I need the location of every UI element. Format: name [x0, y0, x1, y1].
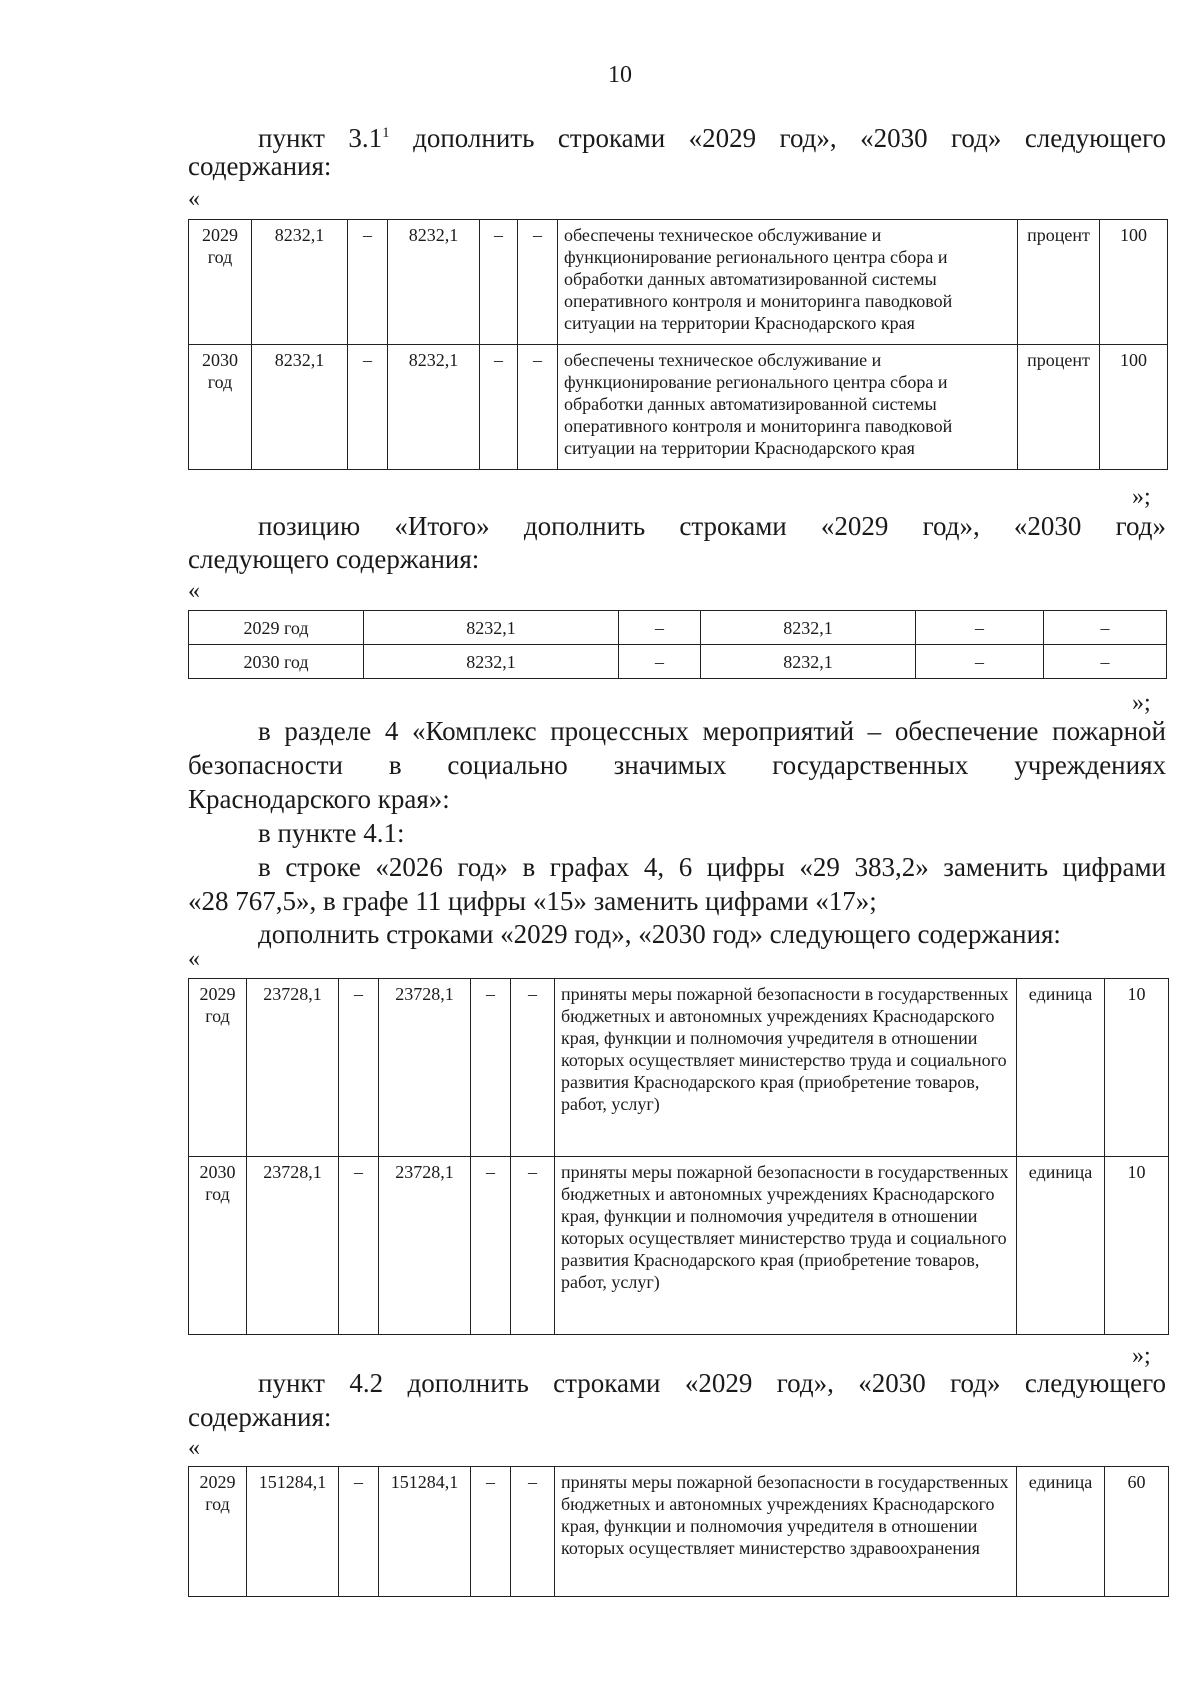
description-cell: приняты меры пожарной безопасности в государственных бюджетных и автономных учреждениях Краснодарского края, функции и полномочия учредителя в отношении которых осуществляет министерство труда и социального развития Краснодарского края (приобретение товаров, работ, услуг)	[555, 979, 1017, 1157]
value-cell: 100	[1100, 220, 1168, 345]
paragraph-line	[258, 117, 1166, 155]
open-quote: «	[188, 1435, 200, 1461]
description-cell: обеспечены техническое обслуживание и функционирование регионального центра сбора и обработки данных автоматизированной системы оперативного контроля и мониторинга паводковой ситуации на территории Краснодарского края	[558, 220, 1018, 345]
budget-cell: 23728,1	[379, 1157, 471, 1335]
table-row	[189, 220, 1168, 345]
value-cell: 60	[1105, 1467, 1169, 1597]
dash-cell: –	[511, 1157, 555, 1335]
budget-cell: 23728,1	[379, 979, 471, 1157]
table-row	[189, 1467, 1169, 1597]
dash-cell: –	[471, 979, 511, 1157]
table-row	[189, 611, 1167, 645]
dash-cell: –	[339, 1157, 379, 1335]
total-cell: 151284,1	[247, 1467, 339, 1597]
dash-cell: –	[511, 979, 555, 1157]
open-quote: «	[188, 946, 200, 972]
total-cell: 23728,1	[247, 1157, 339, 1335]
value-cell: 10	[1105, 1157, 1169, 1335]
dash-cell: –	[339, 1467, 379, 1597]
dash-cell: –	[518, 220, 558, 345]
year-cell: 2030 год	[189, 645, 364, 679]
table-row	[189, 645, 1167, 679]
dash-cell: –	[1044, 645, 1167, 679]
year-cell: 2029 год	[189, 979, 247, 1157]
dash-cell: –	[471, 1157, 511, 1335]
dash-cell: –	[339, 979, 379, 1157]
dash-cell: –	[511, 1467, 555, 1597]
text-fragment: пункт 3.1	[258, 123, 383, 153]
total-cell: 8232,1	[252, 345, 348, 470]
paragraph-line: в разделе 4 «Комплекс процессных мероприятий – обеспечение пожарной	[258, 716, 1166, 746]
value-cell: 10	[1105, 979, 1169, 1157]
dash-cell: –	[348, 345, 388, 470]
paragraph-line: позицию «Итого» дополнить строками «2029 год», «2030 год»	[258, 511, 1166, 541]
unit-cell: единица	[1017, 1467, 1105, 1597]
year-cell: 2029 год	[189, 611, 364, 645]
dash-cell: –	[619, 611, 701, 645]
paragraph-line: в строке «2026 год» в графах 4, 6 цифры «29 383,2» заменить цифрами	[258, 852, 1166, 882]
table-row	[189, 1157, 1169, 1335]
close-quote: »;	[1132, 484, 1151, 510]
open-quote: «	[188, 186, 200, 212]
dash-cell: –	[916, 645, 1044, 679]
total-cell: 8232,1	[364, 645, 619, 679]
total-table	[188, 610, 1167, 679]
dash-cell: –	[1044, 611, 1167, 645]
value-cell: 100	[1100, 345, 1168, 470]
amendment-table-3-1	[188, 219, 1168, 470]
table-row	[189, 979, 1169, 1157]
budget-cell: 8232,1	[701, 611, 916, 645]
description-cell: приняты меры пожарной безопасности в государственных бюджетных и автономных учреждениях Краснодарского края, функции и полномочия учредителя в отношении которых осуществляет министерство здравоохранения	[555, 1467, 1017, 1597]
paragraph-line: в пункте 4.1:	[258, 818, 405, 848]
unit-cell: единица	[1017, 979, 1105, 1157]
unit-cell: процент	[1018, 345, 1100, 470]
superscript: 1	[382, 125, 390, 141]
dash-cell: –	[480, 345, 518, 470]
description-cell: обеспечены техническое обслуживание и функционирование регионального центра сбора и обработки данных автоматизированной системы оперативного контроля и мониторинга паводковой ситуации на территории Краснодарского края	[558, 345, 1018, 470]
year-cell: 2030 год	[189, 1157, 247, 1335]
paragraph-line: безопасности в социально значимых государственных учреждениях	[188, 750, 1166, 780]
paragraph-line: содержания:	[188, 151, 332, 181]
budget-cell: 8232,1	[701, 645, 916, 679]
dash-cell: –	[471, 1467, 511, 1597]
dash-cell: –	[619, 645, 701, 679]
amendment-table-4-2	[188, 1466, 1169, 1597]
total-cell: 8232,1	[364, 611, 619, 645]
year-cell: 2029 год	[189, 1467, 247, 1597]
paragraph-line: содержания:	[188, 1402, 332, 1432]
year-cell: 2029 год	[189, 220, 252, 345]
dash-cell: –	[480, 220, 518, 345]
dash-cell: –	[916, 611, 1044, 645]
year-cell: 2030 год	[189, 345, 252, 470]
dash-cell: –	[348, 220, 388, 345]
table-row	[189, 345, 1168, 470]
close-quote: »;	[1132, 690, 1151, 716]
budget-cell: 8232,1	[388, 220, 480, 345]
close-quote: »;	[1132, 1343, 1151, 1369]
total-cell: 8232,1	[252, 220, 348, 345]
unit-cell: единица	[1017, 1157, 1105, 1335]
unit-cell: процент	[1018, 220, 1100, 345]
page-number: 10	[608, 62, 632, 88]
budget-cell: 8232,1	[388, 345, 480, 470]
paragraph-line: «28 767,5», в графе 11 цифры «15» заменить цифрами «17»;	[188, 886, 877, 916]
paragraph-line: Краснодарского края»:	[188, 784, 450, 814]
text-fragment: дополнить строками «2029 год», «2030 год» следующего	[389, 123, 1166, 153]
paragraph-line: пункт 4.2 дополнить строками «2029 год», «2030 год» следующего	[258, 1368, 1166, 1398]
budget-cell: 151284,1	[379, 1467, 471, 1597]
paragraph-line: дополнить строками «2029 год», «2030 год» следующего содержания:	[258, 919, 1061, 949]
amendment-table-4-1	[188, 978, 1169, 1335]
description-cell: приняты меры пожарной безопасности в государственных бюджетных и автономных учреждениях Краснодарского края, функции и полномочия учредителя в отношении которых осуществляет министерство труда и социального развития Краснодарского края (приобретение товаров, работ, услуг)	[555, 1157, 1017, 1335]
paragraph-line: следующего содержания:	[188, 544, 480, 574]
total-cell: 23728,1	[247, 979, 339, 1157]
dash-cell: –	[518, 345, 558, 470]
open-quote: «	[188, 578, 200, 604]
